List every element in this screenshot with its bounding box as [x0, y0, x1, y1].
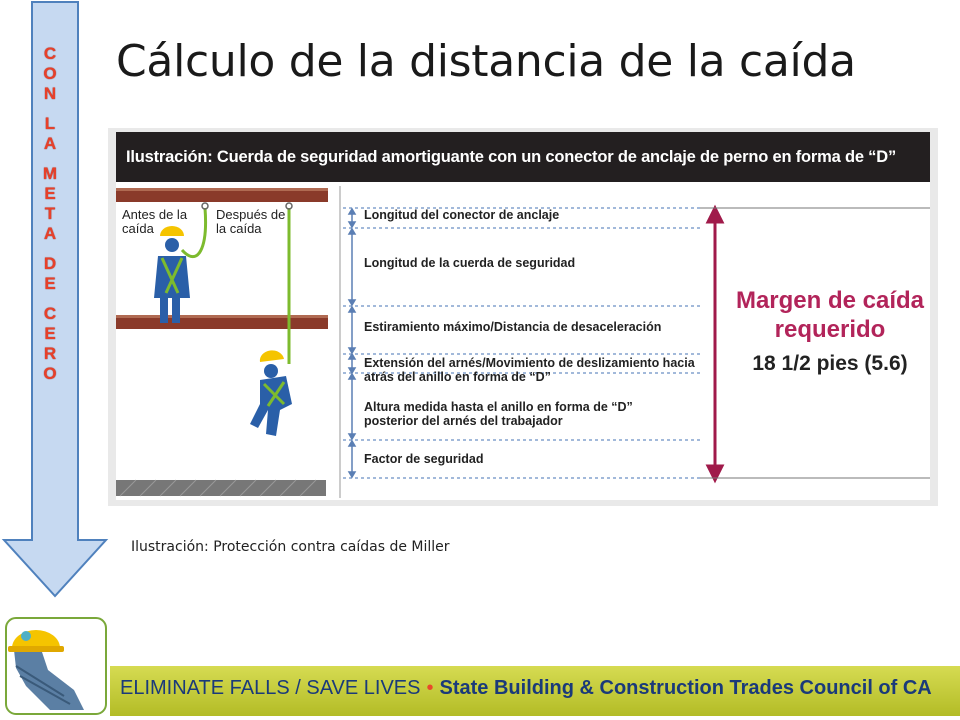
slogan-letter: E [44, 184, 56, 203]
slogan-letter: E [44, 324, 56, 343]
row-anchor-connector: Longitud del conector de anclaje [364, 208, 560, 222]
slide-title: Cálculo de la distancia de la caída [116, 36, 856, 87]
footer-organization: State Building & Construction Trades Council of CA [439, 677, 932, 699]
worker-before [154, 226, 190, 323]
california-hardhat-logo [4, 616, 108, 716]
row-d-ring-height: Altura medida hasta el anillo en forma de “D” posterior del arnés del trabajador [364, 400, 633, 428]
slogan-letter: R [43, 344, 57, 363]
after-fall-label: Después de la caída [216, 207, 286, 236]
slogan-letter: N [43, 84, 57, 103]
required-clearance-value: 18 1/2 pies (5.6) [752, 352, 908, 375]
slogan-letter: E [44, 274, 56, 293]
slogan-letter: A [43, 134, 57, 153]
slogan-letter: M [42, 164, 58, 183]
slogan-letter: L [44, 114, 56, 133]
slogan-letter: C [43, 44, 57, 63]
vertical-slogan [30, 44, 70, 384]
footer-text [120, 677, 932, 700]
footer-slogan: ELIMINATE FALLS / SAVE LIVES [120, 677, 421, 699]
slogan-letter: O [43, 364, 57, 383]
slogan-letter: O [43, 64, 57, 83]
illustration-header: Ilustración: Cuerda de seguridad amortiguante con un conector de anclaje de perno en forma de “D” [116, 132, 930, 182]
slogan-letter: C [43, 304, 57, 323]
slogan-letter: D [43, 254, 57, 273]
row-deceleration: Estiramiento máximo/Distancia de desaceleración [364, 320, 662, 334]
fall-distance-illustration [108, 128, 938, 506]
illustration-caption: Ilustración: Protección contra caídas de Miller [131, 539, 450, 555]
required-clearance-title: Margen de caída requerido [735, 287, 925, 343]
worker-after [250, 350, 292, 436]
required-clearance-arrow [708, 208, 722, 480]
row-harness-stretch: Extensión del arnés/Movimiento de deslizamiento hacia atrás del anillo en forma de “D” [364, 356, 695, 384]
row-lanyard-length: Longitud de la cuerda de seguridad [364, 256, 576, 270]
slogan-letter: A [43, 224, 57, 243]
row-safety-factor: Factor de seguridad [364, 452, 484, 466]
slogan-letter: T [44, 204, 56, 223]
bullet-icon: • [426, 677, 434, 699]
before-fall-label: Antes de la caída [122, 207, 188, 236]
